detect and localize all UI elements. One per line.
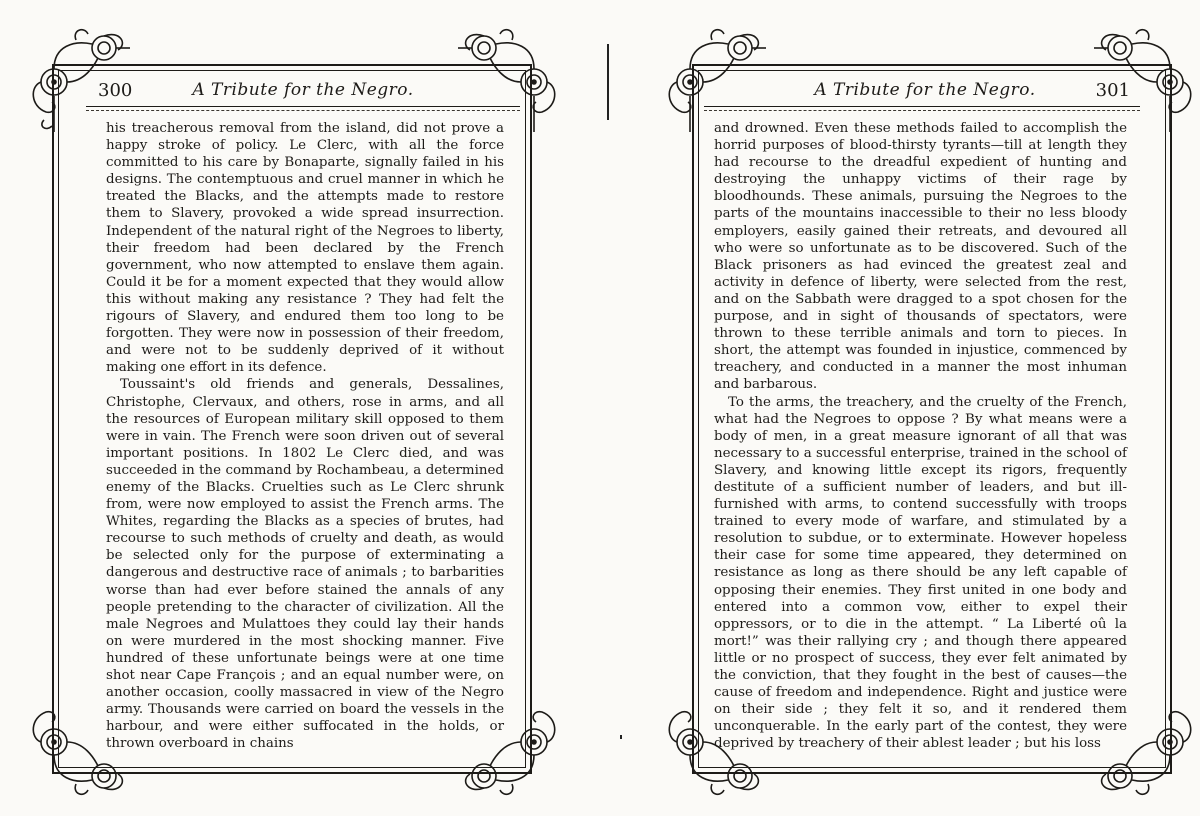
header-rule [704, 106, 1140, 111]
running-title: A Tribute for the Negro. [192, 80, 414, 100]
paragraph: Toussaint's old friends and generals, Dessalines, Christophe, Clervaux, and others, rose in arms, and all the resources of European military skill opposed to them were in vain. The French were soon driven out of several important positions. In 1802 Le Clerc died, and was succeeded in the command by Rochambeau, a determined enemy of the Blacks. Cruelties such as Le Clerc shrunk from, were now employed to assist the French arms. The Whites, regarding the Blacks as a species of brutes, had recourse to such methods of cruelty and death, as would be selected only for the purpose of exterminating a dangerous and destructive race of animals ; to barbarities worse than had ever before stained the annals of any people pretending to the character of civilization. All the male Negroes and Mulattoes they could lay their hands on were murdered in the most shocking manner. Five hundred of these unfortunate beings were at one time shot near Cape François ; and an equal number were, on another occasion, coolly massacred in view of the Negro army. Thousands were carried on board the vessels in the harbour, and were either suffocated in the holds, or thrown overboard in chains [106, 377, 504, 752]
running-title: A Tribute for the Negro. [814, 80, 1036, 100]
paragraph: his treacherous removal from the island, did not prove a happy stroke of policy. Le Clerc, with all the force committed to his care by Bonaparte, signally failed in his designs. The contemptuous and cruel manner in which he treated the Blacks, and the attempts made to restore them to Slavery, provoked a wide spread insurrection. Independent of the natural right of the Negroes to liberty, their freedom had been declared by the French government, who now attempted to enslave them again. Could it be for a moment expected that they would allow this without making any resistance ? They had felt the rigours of Slavery, and endured them too long to be forgotten. They were now in possession of their freedom, and were not to be suddenly deprived of it without making one effort in its defence. [106, 121, 504, 376]
page-header [92, 78, 514, 102]
body-text [106, 120, 504, 752]
page-header [720, 78, 1130, 102]
right-page [600, 0, 1200, 816]
paragraph: and drowned. Even these methods failed to accomplish the horrid purposes of blood-thirsty tyrants—till at length they had recourse to the dreadful expedient of hunting and destroying the unhappy victims of their rage by bloodhounds. These animals, pursuing the Negroes to the parts of the mountains inaccessible to their no less bloody employers, easily gained their retreats, and devoured all who were so unfortunate as to be discovered. Such of the Black prisoners as had evinced the greatest zeal and activity in defence of liberty, were selected from the rest, and on the Sabbath were dragged to a spot chosen for the purpose, and in sight of thousands of spectators, were thrown to these terrible animals and torn to pieces. In short, the attempt was founded in injustice, commenced by treachery, and conducted in a manner the most inhuman and barbarous. [714, 121, 1127, 393]
page-number: 301 [1095, 79, 1130, 101]
header-rule [86, 106, 520, 111]
body-text [714, 120, 1127, 752]
paragraph: To the arms, the treachery, and the cruelty of the French, what had the Negroes to oppose ? By what means were a body of men, in a great measure ignorant of all that was necessary to a successful enterprise, trained in the school of Slavery, and knowing little except its rigors, frequently destitute of a sufficient number of leaders, and but ill-furnished with arms, to contend successfully with troops trained to every mode of warfare, and stimulated by a resolution to subdue, or to exterminate. However hopeless their case for some time appeared, they determined on resistance as long as there should be any left capable of opposing their enemies. They first united in one body and entered into a common vow, either to expel their oppressors, or to die in the attempt. “ La Liberté oû la mort!” was their rallying cry ; and though there appeared little or no prospect of success, they ever felt animated by the conviction, that they fought in the best of causes—the cause of freedom and independence. Right and justice were on their side ; they felt it so, and it rendered them unconquerable. In the early part of the contest, they were deprived by treachery of their ablest leader ; but his loss [714, 394, 1127, 752]
page-number: 300 [98, 79, 133, 101]
